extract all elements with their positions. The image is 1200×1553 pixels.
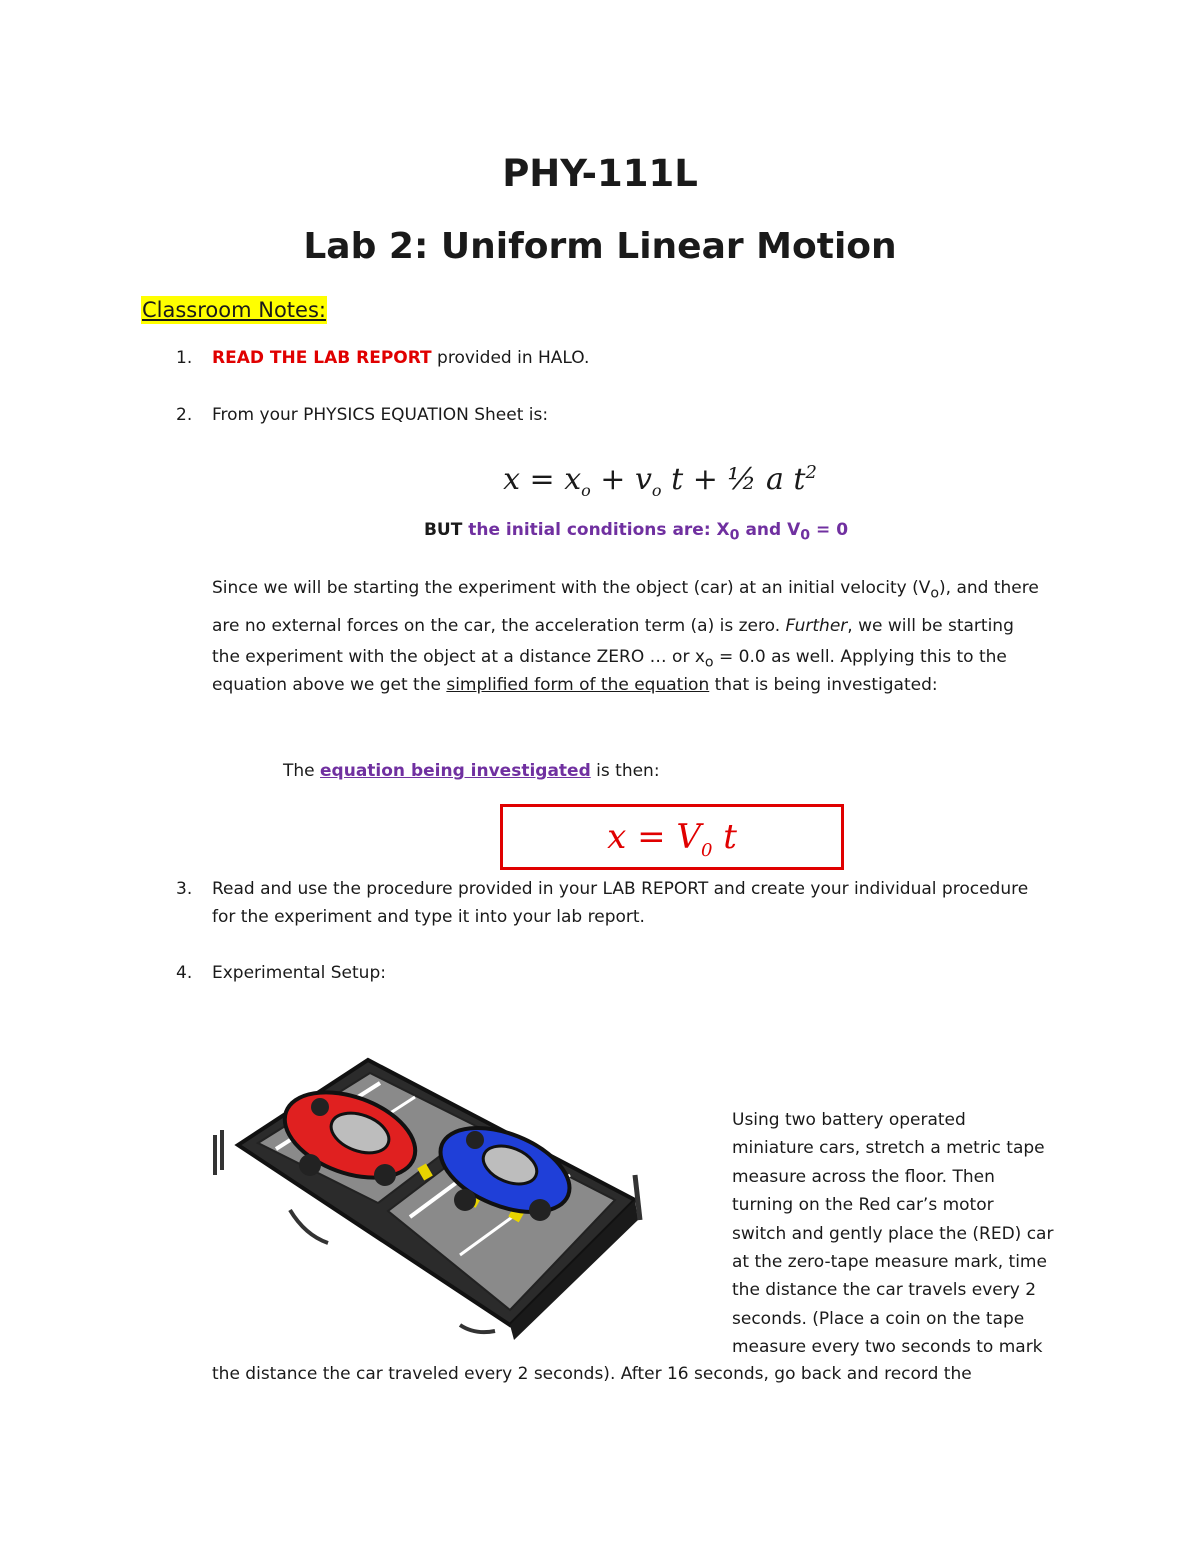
item-bold-text: READ THE LAB REPORT <box>212 348 432 368</box>
paragraph-line: equation above we get the simplified form of the equation that is being investigated: <box>212 675 938 695</box>
list-item: From your PHYSICS EQUATION Sheet is: <box>212 405 549 425</box>
setup-text: Using two battery operated miniature cars, stretch a metric tape measure across the floor. Then turning on the Red car’s motor switch and gently place the (RED) car at the zero-tape measure mark, time the distance the car travels every 2 seconds. (Place a coin on the tape measure every two seconds to mark <box>732 1110 1054 1358</box>
list-item-line: Read and use the procedure provided in your LAB REPORT and create your individual procedure <box>212 879 1029 899</box>
item-number: 2. <box>176 405 193 425</box>
setup-text-last-line: the distance the car traveled every 2 seconds). After 16 seconds, go back and record the <box>212 1364 972 1384</box>
item-number: 4. <box>176 963 193 983</box>
initial-conditions: BUT the initial conditions are: $X_0$ and $V_0 = 0$ <box>423 520 849 544</box>
paragraph-line: Since we will be starting the experiment with the object (car) at an initial velocity $(V_o)$, and there <box>212 578 1039 602</box>
paragraph-line: are no external forces on the car, the acceleration term (a) is zero. Further, we will be starting <box>212 616 1014 636</box>
investigated-link-text: equation being investigated <box>320 761 591 781</box>
item-number: 3. <box>176 879 193 899</box>
section-heading: Classroom Notes: <box>142 298 326 322</box>
item-number: 1. <box>176 348 193 368</box>
kinematic-equation: $x = x_o + v_o$ t + ½ a $t^2$ <box>503 462 817 500</box>
document-title: PHY-111L <box>502 152 698 195</box>
paragraph-line: the experiment with the object at a distance ZERO … or $x_o = 0.0$ as well. Applying this to the <box>212 647 1007 671</box>
boxed-equation: $x = V_0$ t <box>500 804 844 870</box>
investigated-line: The equation being investigated is then: <box>283 761 660 781</box>
race-cars-clipart <box>210 1025 650 1340</box>
list-item <box>212 347 589 369</box>
list-item-line: for the experiment and type it into your lab report. <box>212 907 645 927</box>
document-subtitle: Lab 2: Uniform Linear Motion <box>303 226 897 267</box>
list-item: Experimental Setup: <box>212 963 386 983</box>
item-text: provided in HALO. <box>431 348 590 368</box>
